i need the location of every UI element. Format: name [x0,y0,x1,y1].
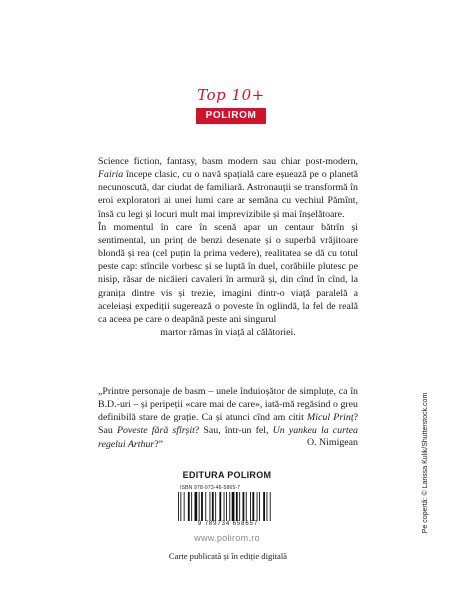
quote-title: Micul Prinț [307,412,354,424]
cover-credit: Pe copertă: © Larissa Kulik/Shutterstock.com [422,392,429,534]
quote-text: ? Sau, într-un fel, [194,425,273,437]
publisher-name: EDITURA POLIROM [182,470,272,480]
polirom-badge: POLIROM [196,108,266,124]
blurb-text: începe clasic, cu o navă spațială care eșuează pe o planetă necunoscută, dar ciudat de familiară. Astronauții se transformă în eroi exploratori ai unei lumi care ar semăna cu vechiul Pămînt, însă cu legi și locuri mult mai imprevizibile și mai înșelătoare. [98,169,358,220]
barcode-number: 9 789734 658657 [176,521,280,527]
blurb-paragraph-3: martor rămas în viață al călătoriei. [160,327,296,339]
book-title: Fairia [98,169,124,181]
quote-title: Un yankeu la curtea regelui Arthur [98,425,358,450]
top10-label: Top 10+ [197,86,265,104]
digital-edition-note: Carte publicată și în ediție digitală [168,551,288,561]
quote-text: ? Sau [98,412,358,437]
isbn: ISBN 978-973-46-5865-7 [180,485,241,491]
barcode-bars [176,492,280,522]
quote-text: ?” [154,438,164,450]
blurb-paragraph-1 [98,155,358,221]
blurb-text: Science fiction, fantasy, basm modern sau chiar post-modern, [98,156,358,167]
website: www.polirom.ro [194,533,260,543]
quote-text: „Printre personaje de basm – unele înduioșător de simpluțe, ca în B.D.-uri – și peripeții «care mai de care», iată-mă regăsind o greu definibilă stare de grație. Ca și atunci cînd am citit [98,386,358,424]
quote-author: O. Nimigean [306,437,358,448]
quote-title: Poveste fără sfîrșit [116,425,195,437]
top10-polirom-logo [196,86,266,124]
blurb-paragraph-2: În momentul în care în scenă apar un centaur bătrîn și sentimental, un prinț de benzi desenate și o superbă vrăjitoare blondă și rea (cel puțin la prima vedere), realitatea se dă cu totul peste cap: stîncile vorbesc și se luptă în duel, corăbiile plutesc pe nisip, răsar de nicăieri cavaleri în armură și, din cînd în cînd, la granița dintre vis și trezie, imagini dintr-o viață paralelă a aceleiași expediții sugerează o poveste în oglindă, la fel de reală ca aceea pe care o deapănă peste ani singurul [98,221,358,325]
book-blurb [98,155,358,339]
